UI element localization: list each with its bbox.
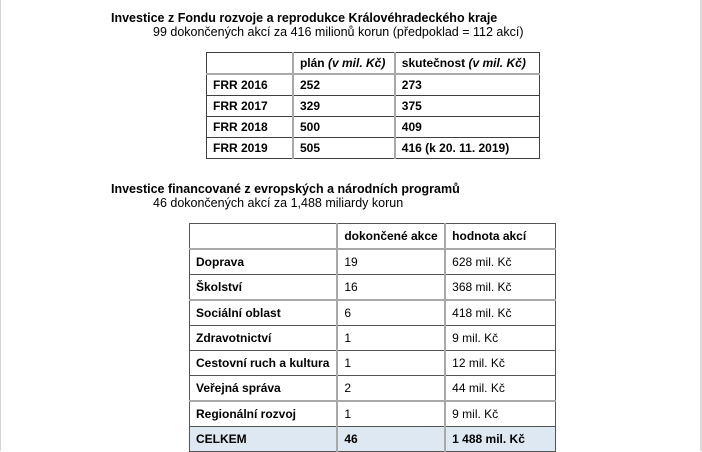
row-value: 368 mil. Kč xyxy=(445,275,555,301)
row-label: Zdravotnictví xyxy=(190,326,338,351)
row-actual: 273 xyxy=(395,74,540,96)
row-label: Cestovní ruch a kultura xyxy=(190,351,338,376)
table-row xyxy=(190,300,556,326)
row-count: 19 xyxy=(337,249,445,275)
row-value: 418 mil. Kč xyxy=(445,300,555,326)
table-row xyxy=(190,326,556,351)
row-count: 1 xyxy=(337,401,445,427)
header-value: hodnota akcí xyxy=(445,224,555,250)
section1-subtitle: 99 dokončených akcí za 416 milionů korun (předpoklad = 112 akcí) xyxy=(153,25,524,39)
frr-table xyxy=(206,52,540,159)
row-label: Sociální oblast xyxy=(190,300,338,326)
table-row xyxy=(190,376,556,402)
row-label: FRR 2018 xyxy=(207,117,293,138)
table-header-row xyxy=(190,224,556,250)
table-row xyxy=(207,138,540,159)
header-count: dokončené akce xyxy=(337,224,445,250)
programs-table xyxy=(189,223,556,452)
row-count: 2 xyxy=(337,376,445,402)
header-actual-unit: (v mil. Kč) xyxy=(468,56,526,70)
section1-title: Investice z Fondu rozvoje a reprodukce Královéhradeckého kraje xyxy=(111,11,498,25)
row-actual: 409 xyxy=(395,117,540,138)
header-plan-label: plán xyxy=(299,56,328,70)
row-value: 44 mil. Kč xyxy=(445,376,555,402)
row-count: 16 xyxy=(337,275,445,301)
row-label: Regionální rozvoj xyxy=(190,401,338,427)
row-plan: 329 xyxy=(293,96,395,117)
table-row xyxy=(190,401,556,427)
row-count: 6 xyxy=(337,300,445,326)
table-row xyxy=(207,117,540,138)
row-value: 9 mil. Kč xyxy=(445,401,555,427)
row-value: 628 mil. Kč xyxy=(445,249,555,275)
table-row xyxy=(207,74,540,96)
row-value: 12 mil. Kč xyxy=(445,351,555,376)
row-label: Veřejná správa xyxy=(190,376,338,402)
row-label: FRR 2019 xyxy=(207,138,293,159)
page-edge-left xyxy=(0,0,1,451)
row-label: Školství xyxy=(190,275,338,301)
table-row xyxy=(190,249,556,275)
header-plan xyxy=(293,53,395,75)
header-plan-unit: (v mil. Kč) xyxy=(327,56,386,70)
table-header-row xyxy=(207,53,540,75)
header-actual xyxy=(395,53,540,75)
header-empty-cell xyxy=(190,224,338,250)
table-row xyxy=(190,351,556,376)
row-actual: 375 xyxy=(395,96,540,117)
total-label: CELKEM xyxy=(190,427,338,452)
row-label: Doprava xyxy=(190,249,338,275)
total-count: 46 xyxy=(337,427,445,452)
row-count: 1 xyxy=(337,351,445,376)
row-plan: 252 xyxy=(293,74,395,96)
row-label: FRR 2016 xyxy=(207,74,293,96)
header-actual-label: skutečnost xyxy=(401,56,469,70)
section2-subtitle: 46 dokončených akcí za 1,488 miliardy korun xyxy=(153,196,404,210)
row-label: FRR 2017 xyxy=(207,96,293,117)
row-actual: 416 (k 20. 11. 2019) xyxy=(395,138,540,159)
row-count: 1 xyxy=(337,326,445,351)
header-empty-cell xyxy=(207,53,293,75)
section2-title: Investice financované z evropských a národních programů xyxy=(111,182,460,196)
table-row xyxy=(190,275,556,301)
table-total-row xyxy=(190,427,556,452)
row-value: 9 mil. Kč xyxy=(445,326,555,351)
row-plan: 505 xyxy=(293,138,395,159)
total-value: 1 488 mil. Kč xyxy=(445,427,555,452)
row-plan: 500 xyxy=(293,117,395,138)
table-row xyxy=(207,96,540,117)
